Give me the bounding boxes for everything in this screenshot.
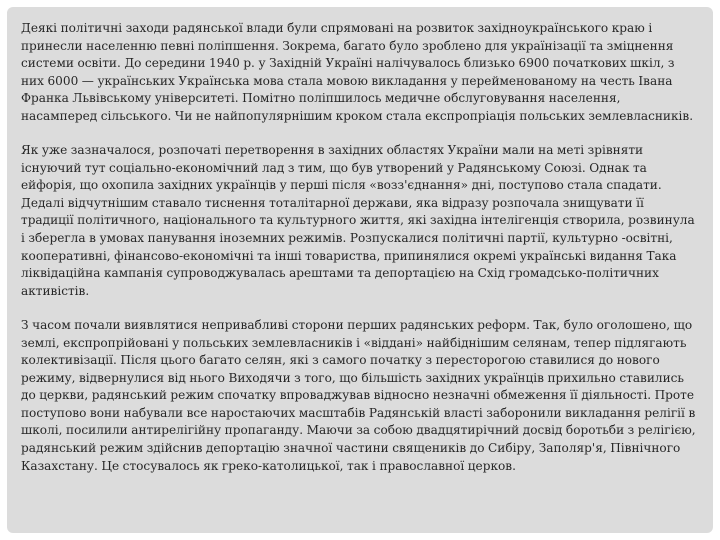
paragraph-spacer [21,125,700,142]
paragraph-transformations: Як уже зазначалося, розпочаті перетворення в західних областях України мали на меті зрівняти існуючий тут соціально-економічний лад з тим, що був утворений у Радянському Союзі. Однак та ейфорія, що охопила західних українців у перші після «возз'єднання» дні, поступово стала спадати. Дедалі відчутнішим ставало тиснення тоталітарної держави, яка відразу розпочала знищувати її традиції політичного, національного та культурного життя, які західна інтелігенція створила, розвинула і зберегла в умовах панування іноземних режимів. Розпускалися політичні партії, культурно -освітні, кооперативні, фінансово-економічні та інші товариства, припинялися окремі українські видання Така ліквідаційна кампанія супроводжувалась арештами та депортацією на Схід громадсько-політичних активістів. [21,143,695,298]
paragraph-collectivization: З часом почали виявлятися непривабливі сторони перших радянських реформ. Так, було оголошено, що землі, експропрійовані у польських землевласників і «віддані» найбіднішим селянам, тепер підлягають колективізації. Після цього багато селян, які з самого початку з пересторогою ставилися до нового режиму, відвернулися від нього Виходячи з того, що більшість західних українців прихильно ставились до церкви, радянський режим спочатку впроваджував відносно незначні обмеження її діяльності. Проте поступово вони набували все наростаючих масштабів Радянській власті заборонили викладання релігії в школі, посилили антирелігійну пропаганду. Маючи за собою двадцятирічний досвід боротьби з релігією, радянський режим здійснив депортацію значної частини священиків до Сибіру, Заполяр'я, Північного Казахстану. Це стосувалось як греко-католицької, так і православної церков. [21,318,696,473]
paragraph-reforms: Деякі політичні заходи радянської влади були спрямовані на розвиток західноукраїнського краю і принесли населенню певні поліпшення. Зокрема, багато було зроблено для українізації та зміцнення системи освіти. До середини 1940 р. у Західній Україні налічувалось близько 6900 початкових шкіл, з них 6000 — українських Українська мова стала мовою викладання у перейменованому на честь Івана Франка Львівському університеті. Помітно поліпшилось медичне обслуговування населення, насамперед сільського. Чи не найпопулярнішим кроком стала експропріація польських землевласників. [21,21,694,123]
document-page [7,7,713,533]
paragraph-spacer [21,300,700,317]
